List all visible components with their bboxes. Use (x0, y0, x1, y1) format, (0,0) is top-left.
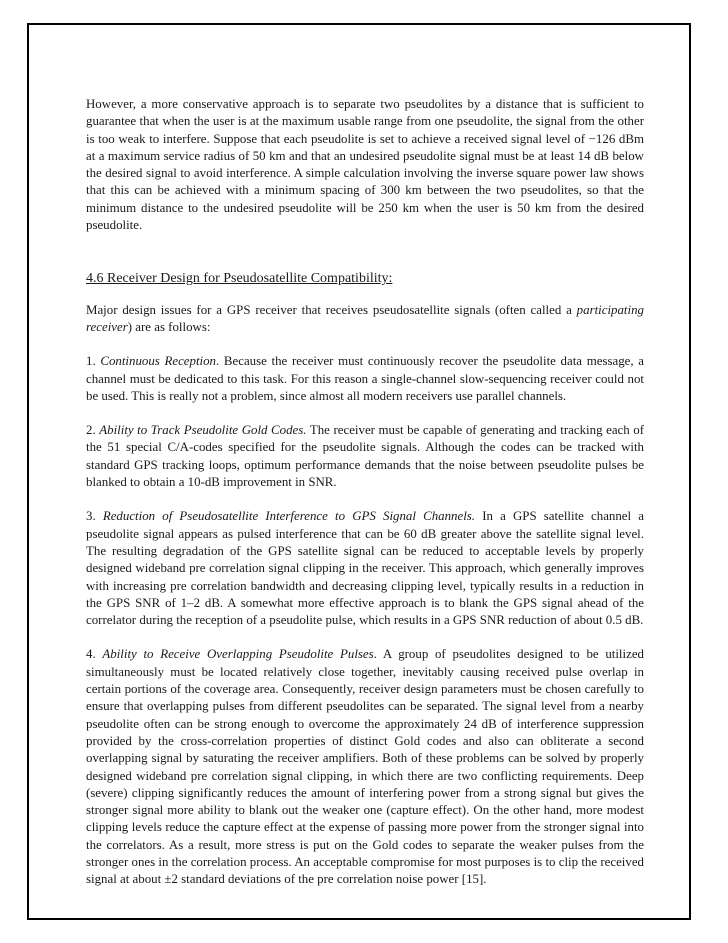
item-paragraph-3 (86, 508, 644, 629)
document-body (86, 96, 644, 906)
intro-paragraph: However, a more conservative approach is to separate two pseudolites by a distance that is sufficient to guarantee that when the user is at the maximum usable range from one pseudolite, the signal from the other is too weak to interfere. Suppose that each pseudolite is set to achieve a received signal level of −126 dBm at a maximum service radius of 50 km and that an undesired pseudolite signal must be at least 14 dB below the desired signal to avoid interference. A simple calculation involving the inverse square power law shows that this can be achieved with a minimum spacing of 300 km between the two pseudolites, so that the minimum distance to the undesired pseudolite will be 250 km when the user is 50 km from the desired pseudolite. (86, 97, 644, 233)
item-number: 1. (86, 354, 101, 369)
section-heading: 4.6 Receiver Design for Pseudosatellite Compatibility: (86, 271, 393, 287)
item-body: In a GPS satellite channel a pseudolite signal appears as pulsed interference that can be 60 dB greater above the satellite signal level. The resulting degradation of the GPS satellite signal can be reduced to acceptable levels by properly designed wideband pre correlation signal clipping in the receiver. This approach, which generally improves with increasing pre correlation bandwidth and decreasing clipping level, typically results in a reduction in the GPS SNR of 1–2 dB. A somewhat more effective approach is to blank the GPS signal ahead of the correlator during the reception of a pseudolite pulse, which results in a GPS SNR reduction of about 0.5 dB. (86, 509, 644, 628)
item-number: 3. (86, 509, 103, 524)
item-title: Reduction of Pseudosatellite Interference to GPS Signal Channels. (102, 509, 476, 524)
item-body: The receiver must be capable of generating and tracking each of the 51 special C/A-codes specified for the pseudolite signals. Although the codes can be tracked with standard GPS tracking loops, optimum performance demands that the noise between pseudolite pulses be blanked to obtain a 10-dB improvement in SNR. (86, 423, 645, 490)
item-body: . Because the receiver must continuously recover the pseudolite data message, a channel must be dedicated to this task. For this reason a single-channel slow-sequencing receiver could not be used. This is really not a problem, since almost all modern receivers use parallel channels. (86, 354, 644, 403)
item-paragraph-1 (86, 353, 644, 405)
lead-paragraph (86, 302, 644, 337)
item-paragraph-2 (86, 422, 644, 491)
item-title: Continuous Reception (100, 354, 217, 369)
item-number: 2. (86, 423, 100, 438)
lead-text-before: Major design issues for a GPS receiver that receives pseudosatellite signals (often called a (86, 302, 577, 317)
item-title: Ability to Track Pseudolite Gold Codes. (99, 423, 307, 438)
item-paragraph-4 (86, 646, 644, 888)
item-number: 4. (86, 647, 103, 662)
item-body: . A group of pseudolites designed to be utilized simultaneously must be located relatively close together, inevitably causing received pulse overlap in certain portions of the coverage area. Consequently, receiver design parameters must be chosen carefully to ensure that overlapping pulses from different pseudolites can be separated. The signal level from a nearby pseudolite often can be strong enough to overcome the approximately 24 dB of interference suppression provided by the cross-correlation properties of distinct Gold codes and also can obliterate a second overlapping signal by saturating the receiver amplifiers. Both of these problems can be solved by properly designed wideband pre correlation signal clipping, in which there are two conflicting requirements. Deep (severe) clipping significantly reduces the amount of interfering power from a strong signal but gives the stronger signal more ability to blank out the weaker one (capture effect). On the other hand, more modest clipping levels reduce the capture effect at the expense of passing more power from the stronger signal into the correlators. As a result, more stress is put on the Gold codes to separate the weaker pulses from the stronger ones in the correlation process. An acceptable compromise for most purposes is to clip the received signal at about ±2 standard deviations of the pre correlation noise power [15]. (86, 647, 644, 887)
lead-text-after: ) are as follows: (127, 319, 211, 334)
lead-italic-term: participating receiver (86, 302, 644, 334)
item-title: Ability to Receive Overlapping Pseudolite Pulses (102, 647, 374, 662)
